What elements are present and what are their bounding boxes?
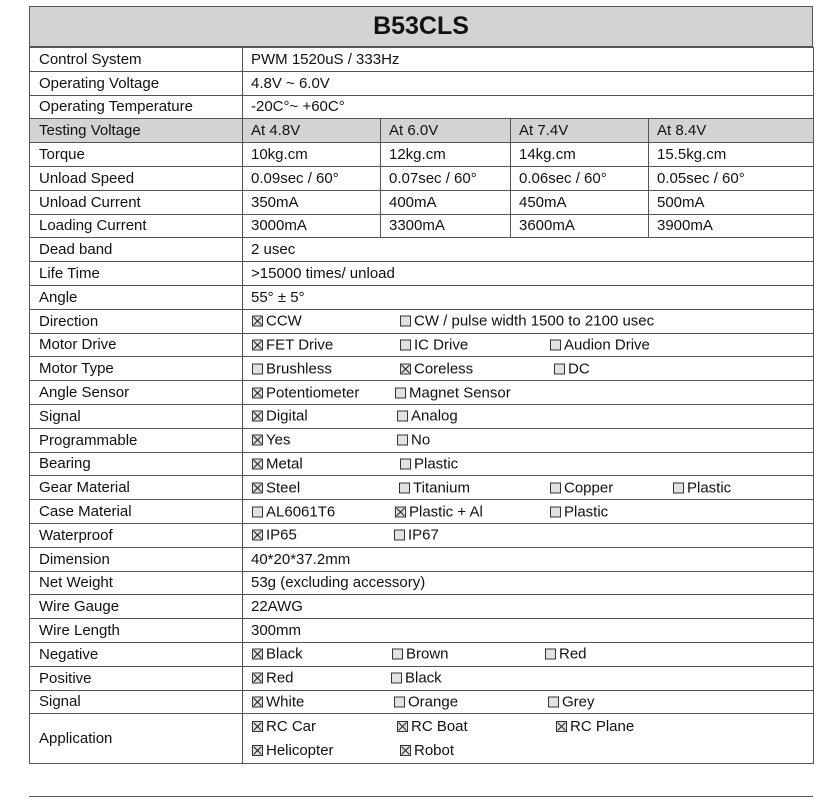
row-operating-voltage bbox=[30, 71, 814, 95]
option-waterproof[interactable] bbox=[394, 527, 439, 544]
row-value: 3300mA bbox=[381, 214, 511, 238]
row-value: 3600mA bbox=[511, 214, 649, 238]
row-value: 14kg.cm bbox=[511, 143, 649, 167]
checked-checkbox-icon[interactable] bbox=[252, 435, 263, 446]
row-value: 22AWG bbox=[243, 595, 814, 619]
row-value: At 4.8V bbox=[243, 119, 381, 143]
option-direction[interactable] bbox=[400, 313, 654, 330]
row-label: Operating Voltage bbox=[30, 71, 243, 95]
option-label: IP65 bbox=[266, 526, 297, 544]
option-application[interactable] bbox=[397, 718, 468, 735]
row-options bbox=[243, 642, 814, 666]
row-angle-sensor bbox=[30, 381, 814, 405]
row-label: Case Material bbox=[30, 500, 243, 524]
row-value: 4.8V ~ 6.0V bbox=[243, 71, 814, 95]
row-control-system bbox=[30, 48, 814, 72]
option-programmable[interactable] bbox=[252, 432, 290, 449]
row-case-material bbox=[30, 500, 814, 524]
row-label: Unload Current bbox=[30, 190, 243, 214]
option-label: Audion Drive bbox=[564, 336, 650, 354]
row-motor-type bbox=[30, 357, 814, 381]
row-label: Direction bbox=[30, 309, 243, 333]
option-bearing[interactable] bbox=[400, 455, 458, 472]
row-label: Wire Length bbox=[30, 619, 243, 643]
checked-checkbox-icon[interactable] bbox=[252, 339, 263, 350]
row-label: Waterproof bbox=[30, 523, 243, 547]
row-operating-temperature bbox=[30, 95, 814, 119]
row-options bbox=[243, 381, 814, 405]
page-title: B53CLS bbox=[29, 6, 813, 47]
row-label: Wire Gauge bbox=[30, 595, 243, 619]
row-label: Net Weight bbox=[30, 571, 243, 595]
option-label: Grey bbox=[562, 693, 595, 711]
unchecked-checkbox-icon[interactable] bbox=[397, 411, 408, 422]
option-label: IP67 bbox=[408, 526, 439, 544]
row-positive bbox=[30, 666, 814, 690]
option-gear-material[interactable] bbox=[673, 479, 731, 496]
unchecked-checkbox-icon[interactable] bbox=[394, 530, 405, 541]
row-label: Dimension bbox=[30, 547, 243, 571]
row-value: 40*20*37.2mm bbox=[243, 547, 814, 571]
checked-checkbox-icon[interactable] bbox=[252, 482, 263, 493]
unchecked-checkbox-icon[interactable] bbox=[397, 435, 408, 446]
row-value: 0.07sec / 60° bbox=[381, 166, 511, 190]
row-value: At 8.4V bbox=[649, 119, 814, 143]
row-value: 2 usec bbox=[243, 238, 814, 262]
row-torque bbox=[30, 143, 814, 167]
row-options bbox=[243, 309, 814, 333]
option-motor-type[interactable] bbox=[554, 360, 590, 377]
unchecked-checkbox-icon[interactable] bbox=[548, 696, 559, 707]
row-label: Signal bbox=[30, 404, 243, 428]
row-value: PWM 1520uS / 333Hz bbox=[243, 48, 814, 72]
option-label: RC Plane bbox=[570, 718, 635, 736]
option-negative[interactable] bbox=[545, 646, 587, 663]
option-signal-type[interactable] bbox=[397, 408, 458, 425]
row-value: 3900mA bbox=[649, 214, 814, 238]
unchecked-checkbox-icon[interactable] bbox=[673, 482, 684, 493]
row-value: 0.05sec / 60° bbox=[649, 166, 814, 190]
row-value: >15000 times/ unload bbox=[243, 262, 814, 286]
option-label: Black bbox=[266, 645, 303, 663]
option-label: Red bbox=[266, 669, 294, 687]
row-signal-type bbox=[30, 404, 814, 428]
row-value: 300mm bbox=[243, 619, 814, 643]
row-value: 10kg.cm bbox=[243, 143, 381, 167]
row-signal-wire bbox=[30, 690, 814, 714]
option-signal-wire[interactable] bbox=[252, 693, 304, 710]
row-label: Application bbox=[30, 714, 243, 764]
option-programmable[interactable] bbox=[397, 432, 430, 449]
application-options bbox=[243, 714, 813, 763]
option-case-material[interactable] bbox=[252, 503, 335, 520]
row-options bbox=[243, 500, 814, 524]
unchecked-checkbox-icon[interactable] bbox=[392, 649, 403, 660]
option-motor-drive[interactable] bbox=[400, 336, 468, 353]
row-options bbox=[243, 333, 814, 357]
checked-checkbox-icon[interactable] bbox=[556, 721, 567, 732]
row-value: 400mA bbox=[381, 190, 511, 214]
option-label: CW / pulse width 1500 to 2100 usec bbox=[414, 312, 655, 330]
option-label: Robot bbox=[414, 742, 455, 760]
option-positive[interactable] bbox=[391, 670, 442, 687]
row-label: Positive bbox=[30, 666, 243, 690]
row-label: Programmable bbox=[30, 428, 243, 452]
option-bearing[interactable] bbox=[252, 455, 303, 472]
option-case-material[interactable] bbox=[395, 503, 483, 520]
option-label: Plastic bbox=[564, 503, 609, 521]
option-case-material[interactable] bbox=[550, 503, 608, 520]
checked-checkbox-icon[interactable] bbox=[252, 649, 263, 660]
option-label: Black bbox=[405, 669, 442, 687]
option-label: FET Drive bbox=[266, 336, 334, 354]
spec-table bbox=[29, 47, 814, 764]
row-value: 0.06sec / 60° bbox=[511, 166, 649, 190]
row-wire-length bbox=[30, 619, 814, 643]
unchecked-checkbox-icon[interactable] bbox=[394, 696, 405, 707]
unchecked-checkbox-icon[interactable] bbox=[252, 363, 263, 374]
option-motor-type[interactable] bbox=[252, 360, 332, 377]
checked-checkbox-icon[interactable] bbox=[400, 745, 411, 756]
option-motor-drive[interactable] bbox=[550, 336, 650, 353]
option-label: Digital bbox=[266, 407, 308, 425]
unchecked-checkbox-icon[interactable] bbox=[395, 387, 406, 398]
unchecked-checkbox-icon[interactable] bbox=[550, 339, 561, 350]
row-value: -20C°~ +60C° bbox=[243, 95, 814, 119]
row-label: Gear Material bbox=[30, 476, 243, 500]
option-signal-type[interactable] bbox=[252, 408, 308, 425]
row-label: Motor Drive bbox=[30, 333, 243, 357]
option-label: Red bbox=[559, 645, 587, 663]
row-life-time bbox=[30, 262, 814, 286]
unchecked-checkbox-icon[interactable] bbox=[400, 316, 411, 327]
row-label: Motor Type bbox=[30, 357, 243, 381]
row-label: Control System bbox=[30, 48, 243, 72]
row-value: 500mA bbox=[649, 190, 814, 214]
option-label: Orange bbox=[408, 693, 459, 711]
checked-checkbox-icon[interactable] bbox=[252, 458, 263, 469]
row-value: At 7.4V bbox=[511, 119, 649, 143]
row-value: 12kg.cm bbox=[381, 143, 511, 167]
row-value: 350mA bbox=[243, 190, 381, 214]
row-options bbox=[243, 357, 814, 381]
unchecked-checkbox-icon[interactable] bbox=[399, 482, 410, 493]
option-gear-material[interactable] bbox=[252, 479, 300, 496]
row-options bbox=[243, 714, 814, 764]
row-value: 3000mA bbox=[243, 214, 381, 238]
row-label: Operating Temperature bbox=[30, 95, 243, 119]
option-direction[interactable] bbox=[252, 313, 302, 330]
option-label: Helicopter bbox=[266, 742, 334, 760]
option-label: No bbox=[411, 431, 431, 449]
unchecked-checkbox-icon[interactable] bbox=[391, 673, 402, 684]
option-label: Copper bbox=[564, 479, 614, 497]
row-value: 53g (excluding accessory) bbox=[243, 571, 814, 595]
option-label: IC Drive bbox=[414, 336, 469, 354]
option-label: Potentiometer bbox=[266, 384, 360, 402]
unchecked-checkbox-icon[interactable] bbox=[554, 363, 565, 374]
option-label: Coreless bbox=[414, 360, 474, 378]
row-options bbox=[243, 452, 814, 476]
row-label: Angle bbox=[30, 285, 243, 309]
option-label: Plastic bbox=[414, 455, 459, 473]
option-signal-wire[interactable] bbox=[548, 693, 595, 710]
row-testing-voltage bbox=[30, 119, 814, 143]
checked-checkbox-icon[interactable] bbox=[252, 530, 263, 541]
row-label: Unload Speed bbox=[30, 166, 243, 190]
checked-checkbox-icon[interactable] bbox=[252, 316, 263, 327]
option-motor-drive[interactable] bbox=[252, 336, 333, 353]
checked-checkbox-icon[interactable] bbox=[252, 411, 263, 422]
row-gear-material bbox=[30, 476, 814, 500]
row-dimension bbox=[30, 547, 814, 571]
option-label: Yes bbox=[266, 431, 291, 449]
checked-checkbox-icon[interactable] bbox=[252, 721, 263, 732]
row-label: Life Time bbox=[30, 262, 243, 286]
row-label: Loading Current bbox=[30, 214, 243, 238]
option-label: Brown bbox=[406, 645, 449, 663]
row-options bbox=[243, 666, 814, 690]
row-value: 450mA bbox=[511, 190, 649, 214]
row-motor-drive bbox=[30, 333, 814, 357]
row-label: Negative bbox=[30, 642, 243, 666]
row-bearing bbox=[30, 452, 814, 476]
unchecked-checkbox-icon[interactable] bbox=[252, 506, 263, 517]
option-label: Steel bbox=[266, 479, 301, 497]
row-value: At 6.0V bbox=[381, 119, 511, 143]
row-dead-band bbox=[30, 238, 814, 262]
option-motor-type[interactable] bbox=[400, 360, 473, 377]
row-options bbox=[243, 476, 814, 500]
row-loading-current bbox=[30, 214, 814, 238]
option-signal-wire[interactable] bbox=[394, 693, 458, 710]
row-options bbox=[243, 690, 814, 714]
option-label: DC bbox=[568, 360, 590, 378]
option-angle-sensor[interactable] bbox=[252, 384, 359, 401]
row-angle bbox=[30, 285, 814, 309]
unchecked-checkbox-icon[interactable] bbox=[550, 482, 561, 493]
option-negative[interactable] bbox=[392, 646, 449, 663]
option-gear-material[interactable] bbox=[550, 479, 613, 496]
option-positive[interactable] bbox=[252, 670, 294, 687]
row-options bbox=[243, 404, 814, 428]
option-negative[interactable] bbox=[252, 646, 303, 663]
row-value: 0.09sec / 60° bbox=[243, 166, 381, 190]
option-label: RC Boat bbox=[411, 718, 468, 736]
checked-checkbox-icon[interactable] bbox=[252, 387, 263, 398]
option-application[interactable] bbox=[252, 742, 334, 759]
checked-checkbox-icon[interactable] bbox=[252, 673, 263, 684]
row-negative bbox=[30, 642, 814, 666]
row-label: Torque bbox=[30, 143, 243, 167]
option-label: RC Car bbox=[266, 718, 317, 736]
option-gear-material[interactable] bbox=[399, 479, 470, 496]
row-label: Signal bbox=[30, 690, 243, 714]
checked-checkbox-icon[interactable] bbox=[252, 745, 263, 756]
bottom-border bbox=[29, 796, 813, 797]
option-label: CCW bbox=[266, 312, 302, 330]
option-application[interactable] bbox=[400, 742, 454, 759]
option-label: Metal bbox=[266, 455, 303, 473]
row-direction bbox=[30, 309, 814, 333]
unchecked-checkbox-icon[interactable] bbox=[400, 339, 411, 350]
row-waterproof bbox=[30, 523, 814, 547]
row-label: Testing Voltage bbox=[30, 119, 243, 143]
row-application bbox=[30, 714, 814, 764]
checked-checkbox-icon[interactable] bbox=[397, 721, 408, 732]
row-label: Dead band bbox=[30, 238, 243, 262]
option-label: Titanium bbox=[413, 479, 470, 497]
option-label: AL6061T6 bbox=[266, 503, 336, 521]
row-programmable bbox=[30, 428, 814, 452]
row-options bbox=[243, 428, 814, 452]
option-label: Magnet Sensor bbox=[409, 384, 511, 402]
row-unload-current bbox=[30, 190, 814, 214]
checked-checkbox-icon[interactable] bbox=[400, 363, 411, 374]
option-application[interactable] bbox=[556, 718, 634, 735]
row-options bbox=[243, 523, 814, 547]
row-unload-speed bbox=[30, 166, 814, 190]
unchecked-checkbox-icon[interactable] bbox=[550, 506, 561, 517]
row-value: 15.5kg.cm bbox=[649, 143, 814, 167]
row-wire-gauge bbox=[30, 595, 814, 619]
option-waterproof[interactable] bbox=[252, 527, 297, 544]
row-value: 55° ± 5° bbox=[243, 285, 814, 309]
option-label: Analog bbox=[411, 407, 458, 425]
option-label: Plastic + Al bbox=[409, 503, 483, 521]
spec-sheet bbox=[29, 6, 813, 764]
option-application[interactable] bbox=[252, 718, 316, 735]
row-label: Angle Sensor bbox=[30, 381, 243, 405]
option-label: Plastic bbox=[687, 479, 732, 497]
row-label: Bearing bbox=[30, 452, 243, 476]
unchecked-checkbox-icon[interactable] bbox=[545, 649, 556, 660]
checked-checkbox-icon[interactable] bbox=[252, 696, 263, 707]
row-net-weight bbox=[30, 571, 814, 595]
checked-checkbox-icon[interactable] bbox=[395, 506, 406, 517]
option-label: White bbox=[266, 693, 305, 711]
option-angle-sensor[interactable] bbox=[395, 384, 511, 401]
option-label: Brushless bbox=[266, 360, 332, 378]
unchecked-checkbox-icon[interactable] bbox=[400, 458, 411, 469]
